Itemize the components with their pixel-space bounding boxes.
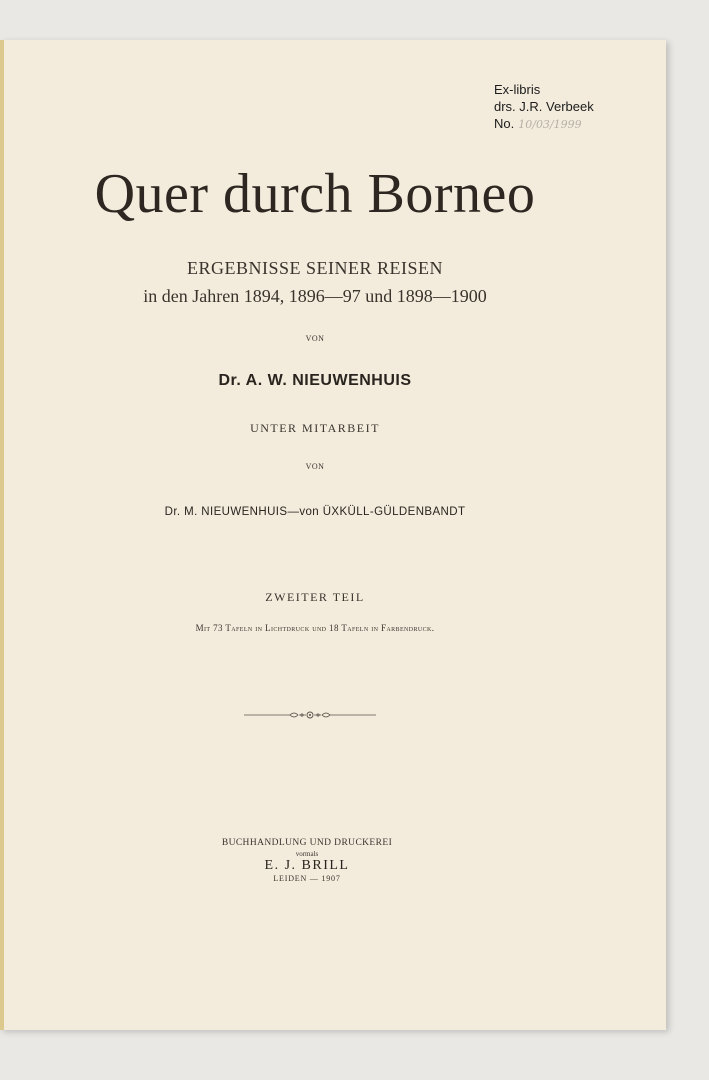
part-label: ZWEITER TEIL bbox=[265, 590, 365, 604]
publisher-line-1: BUCHHANDLUNG UND DRUCKEREI bbox=[221, 838, 393, 848]
ornament-divider bbox=[244, 708, 376, 722]
stamp-line-1: Ex-libris bbox=[494, 82, 541, 97]
publisher-place-year: LEIDEN — 1907 bbox=[273, 874, 341, 883]
von-label-1: VON bbox=[305, 334, 325, 343]
von-label-2: VON bbox=[305, 462, 325, 471]
coauthor: Dr. M. NIEUWENHUIS—von ÜXKÜLL-GÜLDENBANDT bbox=[164, 506, 466, 518]
publisher-line-2: vormals bbox=[295, 850, 319, 858]
author: Dr. A. W. NIEUWENHUIS bbox=[218, 372, 412, 389]
publisher-name: E. J. BRILL bbox=[264, 858, 350, 873]
ex-libris-stamp bbox=[494, 81, 594, 133]
plates-note: Mit 73 Tafeln in Lichtdruck und 18 Tafeln in Farbendruck. bbox=[195, 623, 435, 633]
collaboration-label: UNTER MITARBEIT bbox=[250, 421, 380, 435]
book-title: Quer durch Borneo bbox=[94, 163, 536, 225]
stamp-line-2: drs. J.R. Verbeek bbox=[494, 99, 594, 114]
stamp-number-value: 10/03/1999 bbox=[518, 118, 582, 131]
subtitle: ERGEBNISSE SEINER REISEN bbox=[186, 258, 443, 278]
subtitle-years: in den Jahren 1894, 1896—97 und 1898—1900 bbox=[143, 286, 487, 306]
stamp-number-line bbox=[494, 115, 594, 133]
stamp-number-label: No. bbox=[494, 116, 515, 131]
